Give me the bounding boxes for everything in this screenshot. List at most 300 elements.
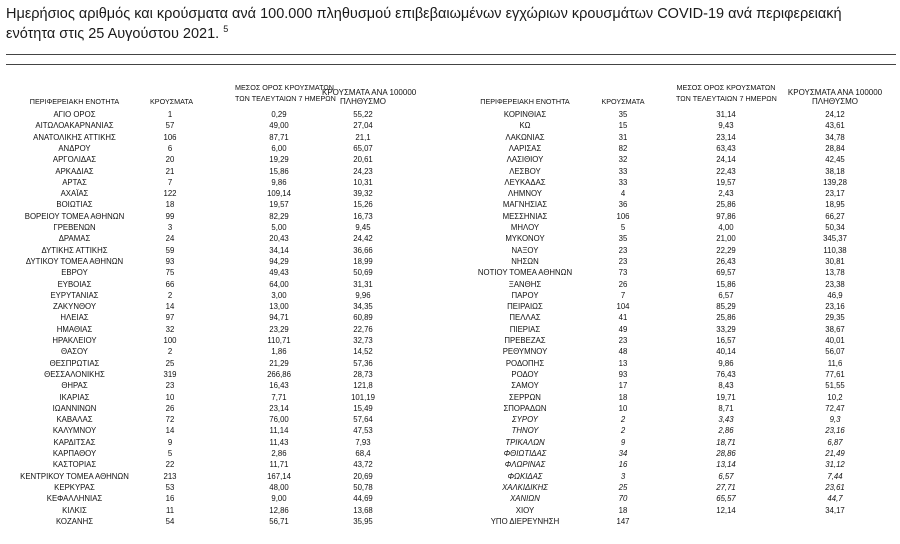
header-per100k-right-line2: ΠΛΗΘΥΣΜΟ xyxy=(811,97,859,106)
table-row xyxy=(0,506,900,516)
left-region-cell: ΚΕΡΚΥΡΑΣ xyxy=(54,482,95,492)
table-row xyxy=(0,291,900,301)
table-row xyxy=(0,121,900,131)
header-avg-right-line1: ΜΕΣΟΣ ΟΡΟΣ ΚΡΟΥΣΜΑΤΩΝ xyxy=(676,83,776,92)
left-region-cell: ΑΡΓΟΛΙΔΑΣ xyxy=(52,155,97,165)
left-region-cell: ΚΕΝΤΡΙΚΟΥ ΤΟΜΕΑ ΑΘΗΝΩΝ xyxy=(20,471,129,481)
right-per100k-cell: 7,44 xyxy=(827,471,843,481)
table-row xyxy=(0,302,900,312)
right-cases-cell: 34 xyxy=(618,449,628,458)
left-region-cell: ΔΥΤΙΚΟΥ ΤΟΜΕΑ ΑΘΗΝΩΝ xyxy=(25,256,124,266)
left-avg-cell: 2,86 xyxy=(271,449,287,458)
right-avg-cell: 25,86 xyxy=(716,313,736,323)
table-row xyxy=(0,189,900,199)
table-row xyxy=(0,472,900,482)
right-per100k-cell: 34,17 xyxy=(825,505,845,515)
left-region-cell: ΙΩΑΝΝΙΝΩΝ xyxy=(52,403,97,413)
left-region-cell: ΑΙΤΩΛΟΑΚΑΡΝΑΝΙΑΣ xyxy=(35,121,114,131)
right-cases-cell: 18 xyxy=(618,392,628,402)
title-text: Ημερήσιος αριθμός και κρούσματα ανά 100.000 πληθυσμού επιβεβαιωμένων εγχώριων κρουσμάτων COVID-19 ανά περιφερειακή ενότητα στις 25 Αυγούστου 2021. xyxy=(6,6,842,42)
left-region-cell: ΑΡΤΑΣ xyxy=(62,177,87,187)
table-row xyxy=(0,110,900,120)
header-cases-left: ΚΡΟΥΣΜΑΤΑ xyxy=(150,97,194,106)
right-per100k-cell: 31,12 xyxy=(825,460,845,470)
left-region-cell: ΚΑΣΤΟΡΙΑΣ xyxy=(52,460,97,470)
left-avg-cell: 6,00 xyxy=(271,143,287,153)
left-cases-cell: 3 xyxy=(167,223,173,232)
left-per100k-cell: 60,89 xyxy=(353,313,373,323)
footnote-marker: 5 xyxy=(223,24,229,35)
left-per100k-cell: 24,23 xyxy=(353,166,373,176)
left-region-cell: ΓΡΕΒΕΝΩΝ xyxy=(53,223,96,232)
left-cases-cell: 106 xyxy=(163,132,177,142)
left-avg-cell: 94,29 xyxy=(269,256,289,266)
right-cases-cell: 32 xyxy=(618,155,628,165)
right-cases-cell: 4 xyxy=(620,189,626,199)
right-region-cell: ΛΕΣΒΟΥ xyxy=(509,166,541,176)
right-region-cell: ΣΑΜΟΥ xyxy=(511,381,539,391)
left-per100k-cell: 101,19 xyxy=(351,392,375,402)
right-cases-cell: 9 xyxy=(620,437,626,447)
left-cases-cell: 23 xyxy=(165,381,175,391)
right-per100k-cell: 24,12 xyxy=(825,110,845,119)
right-avg-cell: 85,29 xyxy=(716,302,736,312)
right-per100k-cell: 43,61 xyxy=(825,121,845,131)
table-row xyxy=(0,393,900,403)
left-per100k-cell: 44,69 xyxy=(353,494,373,504)
left-cases-cell: 10 xyxy=(165,392,175,402)
right-region-cell: ΥΠΟ ΔΙΕΡΕΥΝΗΣΗ xyxy=(490,516,560,526)
left-region-cell: ΚΑΡΔΙΤΣΑΣ xyxy=(53,437,96,447)
left-per100k-cell: 36,66 xyxy=(353,245,373,255)
left-region-cell: ΚΕΦΑΛΛΗΝΙΑΣ xyxy=(46,494,103,504)
right-avg-cell: 6,57 xyxy=(718,290,734,300)
left-cases-cell: 21 xyxy=(165,166,175,176)
left-avg-cell: 94,71 xyxy=(269,313,289,323)
left-avg-cell: 1,86 xyxy=(271,347,287,357)
right-region-cell: ΝΟΤΙΟΥ ΤΟΜΕΑ ΑΘΗΝΩΝ xyxy=(477,268,573,278)
left-per100k-cell: 31,31 xyxy=(353,279,373,289)
left-region-cell: ΗΜΑΘΙΑΣ xyxy=(56,324,93,334)
left-cases-cell: 100 xyxy=(163,336,177,345)
right-region-cell: ΣΠΟΡΑΔΩΝ xyxy=(503,403,547,413)
right-region-cell: ΧΑΛΚΙΔΙΚΗΣ xyxy=(502,482,548,492)
right-region-cell: ΦΩΚΙΔΑΣ xyxy=(507,471,543,481)
right-per100k-cell: 56,07 xyxy=(825,347,845,357)
left-region-cell: ΖΑΚΥΝΘΟΥ xyxy=(52,302,97,312)
right-per100k-cell: 44,7 xyxy=(827,494,843,504)
table-row xyxy=(0,483,900,493)
right-region-cell: ΠΕΙΡΑΙΩΣ xyxy=(507,302,543,312)
left-avg-cell: 21,29 xyxy=(269,358,289,368)
left-per100k-cell: 43,72 xyxy=(353,460,373,470)
left-per100k-cell: 50,69 xyxy=(353,268,373,278)
right-cases-cell: 17 xyxy=(618,381,628,391)
right-avg-cell: 40,14 xyxy=(716,347,736,357)
right-per100k-cell: 23,16 xyxy=(825,302,845,312)
table-row xyxy=(0,494,900,504)
left-per100k-cell: 9,45 xyxy=(355,223,371,232)
table-top-rule xyxy=(6,64,896,65)
right-avg-cell: 63,43 xyxy=(716,143,736,153)
left-avg-cell: 23,29 xyxy=(269,324,289,334)
right-per100k-cell: 110,38 xyxy=(823,245,847,255)
left-region-cell: ΒΟΙΩΤΙΑΣ xyxy=(56,200,93,210)
left-per100k-cell: 32,73 xyxy=(353,336,373,345)
top-rule xyxy=(6,54,896,55)
left-region-cell: ΒΟΡΕΙΟΥ ΤΟΜΕΑ ΑΘΗΝΩΝ xyxy=(24,211,125,221)
left-cases-cell: 18 xyxy=(165,200,175,210)
right-cases-cell: 35 xyxy=(618,110,628,119)
left-cases-cell: 26 xyxy=(165,403,175,413)
right-per100k-cell: 139,28 xyxy=(823,177,847,187)
table-row xyxy=(0,313,900,323)
left-cases-cell: 122 xyxy=(163,189,177,199)
header-avg-left-line1: ΜΕΣΟΣ ΟΡΟΣ ΚΡΟΥΣΜΑΤΩΝ xyxy=(235,83,334,92)
right-avg-cell: 97,86 xyxy=(716,211,736,221)
left-per100k-cell: 121,8 xyxy=(353,381,373,391)
right-cases-cell: 10 xyxy=(618,403,628,413)
right-cases-cell: 33 xyxy=(618,177,628,187)
right-avg-cell: 69,57 xyxy=(716,268,736,278)
left-avg-cell: 11,43 xyxy=(269,437,289,447)
left-avg-cell: 13,00 xyxy=(269,302,289,312)
header-cases-right: ΚΡΟΥΣΜΑΤΑ xyxy=(601,97,645,106)
right-cases-cell: 147 xyxy=(616,516,630,526)
right-avg-cell: 21,00 xyxy=(716,234,736,244)
left-region-cell: ΔΡΑΜΑΣ xyxy=(58,234,91,244)
left-avg-cell: 49,43 xyxy=(269,268,289,278)
document-title xyxy=(6,4,886,44)
left-avg-cell: 266,86 xyxy=(267,369,291,379)
left-region-cell: ΚΑΛΥΜΝΟΥ xyxy=(52,426,97,436)
right-region-cell: ΤΡΙΚΑΛΩΝ xyxy=(505,437,545,447)
table-row xyxy=(0,426,900,436)
left-cases-cell: 2 xyxy=(167,347,173,357)
left-per100k-cell: 16,73 xyxy=(353,211,373,221)
left-per100k-cell: 24,42 xyxy=(353,234,373,244)
right-region-cell: ΠΑΡΟΥ xyxy=(511,290,539,300)
table-row xyxy=(0,347,900,357)
right-region-cell: ΛΕΥΚΑΔΑΣ xyxy=(504,177,546,187)
right-region-cell: ΛΑΣΙΘΙΟΥ xyxy=(506,155,544,165)
left-region-cell: ΑΧΑΪΑΣ xyxy=(60,189,89,199)
right-per100k-cell: 13,78 xyxy=(825,268,845,278)
right-cases-cell: 7 xyxy=(620,290,626,300)
left-per100k-cell: 20,61 xyxy=(353,155,373,165)
left-region-cell: ΑΝΑΤΟΛΙΚΗΣ ΑΤΤΙΚΗΣ xyxy=(33,132,116,142)
left-avg-cell: 9,86 xyxy=(271,177,287,187)
right-per100k-cell: 23,16 xyxy=(825,426,845,436)
right-avg-cell: 19,71 xyxy=(716,392,736,402)
left-cases-cell: 14 xyxy=(165,426,175,436)
right-cases-cell: 2 xyxy=(620,426,626,436)
right-avg-cell: 6,57 xyxy=(718,471,734,481)
left-avg-cell: 3,00 xyxy=(271,290,287,300)
header-avg-left-line2: ΤΩΝ ΤΕΛΕΥΤΑΙΩΝ 7 ΗΜΕΡΩΝ xyxy=(235,94,336,103)
right-region-cell: ΡΕΘΥΜΝΟΥ xyxy=(502,347,548,357)
left-avg-cell: 167,14 xyxy=(267,471,291,481)
left-region-cell: ΘΑΣΟΥ xyxy=(61,347,88,357)
table-row xyxy=(0,234,900,244)
right-avg-cell: 23,14 xyxy=(716,132,736,142)
left-cases-cell: 72 xyxy=(165,415,175,425)
left-avg-cell: 19,57 xyxy=(269,200,289,210)
right-cases-cell: 5 xyxy=(620,223,626,232)
left-region-cell: ΙΚΑΡΙΑΣ xyxy=(59,392,90,402)
left-cases-cell: 20 xyxy=(165,155,175,165)
left-avg-cell: 82,29 xyxy=(269,211,289,221)
header-per100k-right xyxy=(785,88,885,106)
right-region-cell: ΞΑΝΘΗΣ xyxy=(508,279,542,289)
table-row xyxy=(0,449,900,459)
right-per100k-cell: 18,95 xyxy=(825,200,845,210)
left-cases-cell: 57 xyxy=(165,121,175,131)
left-avg-cell: 87,71 xyxy=(269,132,289,142)
left-avg-cell: 7,71 xyxy=(271,392,287,402)
right-avg-cell: 2,86 xyxy=(718,426,734,436)
table-row xyxy=(0,325,900,335)
right-per100k-cell: 23,61 xyxy=(825,482,845,492)
right-region-cell: ΣΥΡΟΥ xyxy=(512,415,538,425)
right-region-cell: ΜΗΛΟΥ xyxy=(510,223,540,232)
right-cases-cell: 82 xyxy=(618,143,628,153)
right-per100k-cell: 50,34 xyxy=(825,223,845,232)
table-row xyxy=(0,223,900,233)
right-region-cell: ΠΙΕΡΙΑΣ xyxy=(509,324,541,334)
left-per100k-cell: 9,96 xyxy=(355,290,371,300)
left-per100k-cell: 7,93 xyxy=(355,437,371,447)
left-avg-cell: 15,86 xyxy=(269,166,289,176)
right-cases-cell: 23 xyxy=(618,256,628,266)
right-avg-cell: 25,86 xyxy=(716,200,736,210)
right-cases-cell: 16 xyxy=(618,460,628,470)
right-per100k-cell: 11,6 xyxy=(827,358,843,368)
left-cases-cell: 6 xyxy=(167,143,173,153)
right-cases-cell: 18 xyxy=(618,505,628,515)
left-cases-cell: 2 xyxy=(167,290,173,300)
left-avg-cell: 34,14 xyxy=(269,245,289,255)
table-row xyxy=(0,144,900,154)
right-region-cell: ΤΗΝΟΥ xyxy=(511,426,539,436)
left-cases-cell: 54 xyxy=(165,516,175,526)
right-region-cell: ΧΑΝΙΩΝ xyxy=(510,494,540,504)
left-cases-cell: 59 xyxy=(165,245,175,255)
left-per100k-cell: 50,78 xyxy=(353,482,373,492)
left-avg-cell: 49,00 xyxy=(269,121,289,131)
left-cases-cell: 7 xyxy=(167,177,173,187)
left-region-cell: ΚΑΡΠΑΘΟΥ xyxy=(52,449,97,458)
right-cases-cell: 31 xyxy=(618,132,628,142)
left-region-cell: ΑΓΙΟ ΟΡΟΣ xyxy=(53,110,96,119)
header-per100k-left xyxy=(322,88,417,106)
left-per100k-cell: 13,68 xyxy=(353,505,373,515)
left-per100k-cell: 18,99 xyxy=(353,256,373,266)
left-region-cell: ΘΕΣΠΡΩΤΙΑΣ xyxy=(49,358,100,368)
left-cases-cell: 14 xyxy=(165,302,175,312)
left-cases-cell: 22 xyxy=(165,460,175,470)
right-avg-cell: 22,29 xyxy=(716,245,736,255)
header-avg-right-line2: ΤΩΝ ΤΕΛΕΥΤΑΙΩΝ 7 ΗΜΕΡΩΝ xyxy=(676,94,777,103)
right-cases-cell: 35 xyxy=(618,234,628,244)
left-cases-cell: 9 xyxy=(167,437,173,447)
right-cases-cell: 70 xyxy=(618,494,628,504)
right-region-cell: ΠΕΛΛΑΣ xyxy=(509,313,541,323)
right-cases-cell: 48 xyxy=(618,347,628,357)
right-region-cell: ΝΗΣΩΝ xyxy=(511,256,539,266)
right-avg-cell: 31,14 xyxy=(716,110,736,119)
left-avg-cell: 48,00 xyxy=(269,482,289,492)
right-per100k-cell: 9,3 xyxy=(829,415,841,425)
right-avg-cell: 13,14 xyxy=(716,460,736,470)
right-region-cell: ΧΙΟΥ xyxy=(515,505,535,515)
right-cases-cell: 49 xyxy=(618,324,628,334)
left-avg-cell: 23,14 xyxy=(269,403,289,413)
right-cases-cell: 33 xyxy=(618,166,628,176)
right-region-cell: ΠΡΕΒΕΖΑΣ xyxy=(504,336,546,345)
left-region-cell: ΔΥΤΙΚΗΣ ΑΤΤΙΚΗΣ xyxy=(41,245,108,255)
left-region-cell: ΗΡΑΚΛΕΙΟΥ xyxy=(52,336,97,345)
right-avg-cell: 33,29 xyxy=(716,324,736,334)
table-row xyxy=(0,438,900,448)
left-avg-cell: 11,71 xyxy=(269,460,289,470)
table-row xyxy=(0,517,900,527)
left-per100k-cell: 34,35 xyxy=(353,302,373,312)
left-avg-cell: 76,00 xyxy=(269,415,289,425)
left-per100k-cell: 65,07 xyxy=(353,143,373,153)
table-row xyxy=(0,246,900,256)
right-per100k-cell: 23,17 xyxy=(825,189,845,199)
right-avg-cell: 28,86 xyxy=(716,449,736,458)
left-cases-cell: 99 xyxy=(165,211,175,221)
left-avg-cell: 12,86 xyxy=(269,505,289,515)
left-per100k-cell: 39,32 xyxy=(353,189,373,199)
header-per100k-right-line1: ΚΡΟΥΣΜΑΤΑ ΑΝΑ 100000 xyxy=(787,88,883,97)
right-region-cell: ΛΗΜΝΟΥ xyxy=(508,189,542,199)
left-region-cell: ΘΗΡΑΣ xyxy=(61,381,88,391)
left-avg-cell: 19,29 xyxy=(269,155,289,165)
right-avg-cell: 76,43 xyxy=(716,369,736,379)
header-region-left: ΠΕΡΙΦΕΡΕΙΑΚΗ ΕΝΟΤΗΤΑ xyxy=(29,97,120,106)
right-region-cell: ΚΩ xyxy=(519,121,531,131)
table-row xyxy=(0,268,900,278)
right-per100k-cell: 38,18 xyxy=(825,166,845,176)
header-region-right: ΠΕΡΙΦΕΡΕΙΑΚΗ ΕΝΟΤΗΤΑ xyxy=(480,97,570,106)
left-region-cell: ΚΟΖΑΝΗΣ xyxy=(55,516,94,526)
left-avg-cell: 16,43 xyxy=(269,381,289,391)
table-row xyxy=(0,155,900,165)
right-per100k-cell: 72,47 xyxy=(825,403,845,413)
left-cases-cell: 24 xyxy=(165,234,175,244)
header-per100k-left-line1: ΚΡΟΥΣΜΑΤΑ ΑΝΑ 100000 xyxy=(322,88,417,97)
right-cases-cell: 26 xyxy=(618,279,628,289)
right-region-cell: ΜΕΣΣΗΝΙΑΣ xyxy=(502,211,548,221)
left-cases-cell: 75 xyxy=(165,268,175,278)
right-per100k-cell: 46,9 xyxy=(827,290,843,300)
left-region-cell: ΕΒΡΟΥ xyxy=(61,268,88,278)
header-avg-left xyxy=(235,83,336,103)
right-region-cell: ΛΑΡΙΣΑΣ xyxy=(508,143,542,153)
table-row xyxy=(0,404,900,414)
left-cases-cell: 16 xyxy=(165,494,175,504)
left-region-cell: ΑΝΔΡΟΥ xyxy=(58,143,91,153)
left-cases-cell: 66 xyxy=(165,279,175,289)
right-per100k-cell: 38,67 xyxy=(825,324,845,334)
right-cases-cell: 23 xyxy=(618,336,628,345)
right-cases-cell: 2 xyxy=(620,415,626,425)
right-avg-cell: 26,43 xyxy=(716,256,736,266)
left-region-cell: ΚΑΒΑΛΑΣ xyxy=(56,415,93,425)
table-row xyxy=(0,370,900,380)
left-per100k-cell: 68,4 xyxy=(355,449,371,458)
right-region-cell: ΡΟΔΟΠΗΣ xyxy=(505,358,545,368)
left-per100k-cell: 57,64 xyxy=(353,415,373,425)
left-cases-cell: 5 xyxy=(167,449,173,458)
right-avg-cell: 65,57 xyxy=(716,494,736,504)
right-region-cell: ΝΑΞΟΥ xyxy=(511,245,539,255)
right-region-cell: ΦΘΙΩΤΙΔΑΣ xyxy=(503,449,547,458)
right-avg-cell: 19,57 xyxy=(716,177,736,187)
right-cases-cell: 25 xyxy=(618,482,628,492)
left-per100k-cell: 15,26 xyxy=(353,200,373,210)
table-row xyxy=(0,212,900,222)
right-per100k-cell: 6,87 xyxy=(827,437,843,447)
left-region-cell: ΕΥΒΟΙΑΣ xyxy=(57,279,92,289)
table-row xyxy=(0,460,900,470)
left-per100k-cell: 21,1 xyxy=(355,132,371,142)
header-avg-right xyxy=(676,84,776,103)
header-per100k-left-line2: ΠΛΗΘΥΣΜΟ xyxy=(339,97,387,106)
right-cases-cell: 23 xyxy=(618,245,628,255)
left-avg-cell: 109,14 xyxy=(267,189,291,199)
left-per100k-cell: 55,22 xyxy=(353,110,373,119)
right-per100k-cell: 42,45 xyxy=(825,155,845,165)
table-row xyxy=(0,359,900,369)
table-row xyxy=(0,133,900,143)
right-per100k-cell: 28,84 xyxy=(825,143,845,153)
right-avg-cell: 4,00 xyxy=(718,223,734,232)
right-avg-cell: 9,86 xyxy=(718,358,734,368)
left-per100k-cell: 10,31 xyxy=(353,177,373,187)
table-row xyxy=(0,257,900,267)
right-cases-cell: 93 xyxy=(618,369,628,379)
left-avg-cell: 110,71 xyxy=(267,336,291,345)
left-region-cell: ΕΥΡΥΤΑΝΙΑΣ xyxy=(50,290,99,300)
right-cases-cell: 3 xyxy=(620,471,626,481)
right-cases-cell: 13 xyxy=(618,358,628,368)
right-cases-cell: 73 xyxy=(618,268,628,278)
right-avg-cell: 15,86 xyxy=(716,279,736,289)
right-per100k-cell: 21,49 xyxy=(825,449,845,458)
right-avg-cell: 18,71 xyxy=(716,437,736,447)
table-row xyxy=(0,167,900,177)
right-cases-cell: 41 xyxy=(618,313,628,323)
left-per100k-cell: 20,69 xyxy=(353,471,373,481)
right-avg-cell: 9,43 xyxy=(718,121,734,131)
left-cases-cell: 97 xyxy=(165,313,175,323)
left-avg-cell: 11,14 xyxy=(269,426,289,436)
left-region-cell: ΘΕΣΣΑΛΟΝΙΚΗΣ xyxy=(44,369,105,379)
left-cases-cell: 25 xyxy=(165,358,175,368)
left-avg-cell: 0,29 xyxy=(271,110,287,119)
table-row xyxy=(0,415,900,425)
left-cases-cell: 319 xyxy=(163,369,177,379)
right-cases-cell: 15 xyxy=(618,121,628,131)
right-per100k-cell: 40,01 xyxy=(825,336,845,345)
right-per100k-cell: 10,2 xyxy=(827,392,843,402)
left-avg-cell: 64,00 xyxy=(269,279,289,289)
right-avg-cell: 12,14 xyxy=(716,505,736,515)
